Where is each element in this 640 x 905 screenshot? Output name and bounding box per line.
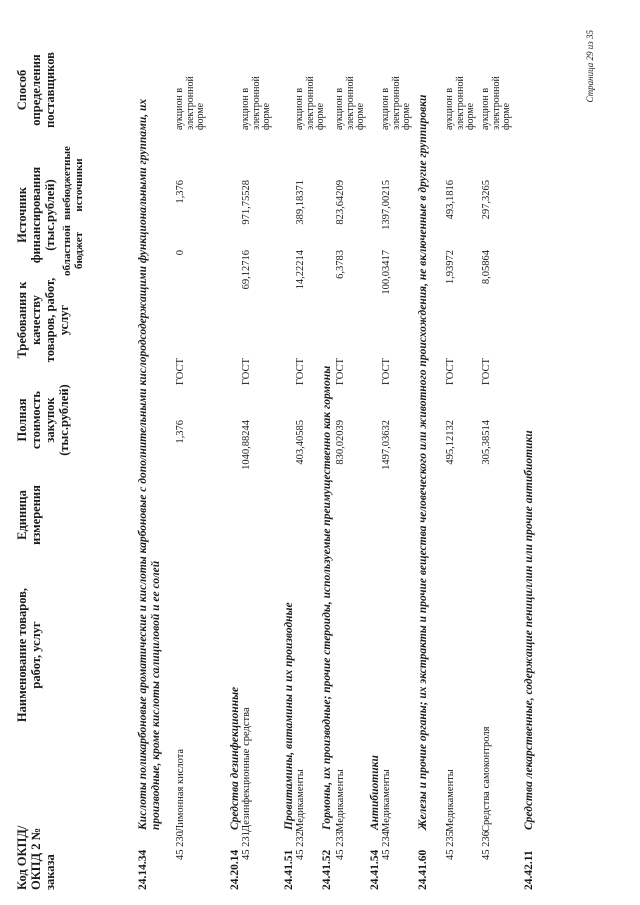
extrabudgetary-sources: 971,75528 [241,180,252,225]
supplier-method: аукцион в электронной форме [240,76,272,130]
order-number: 45 232 [295,831,306,860]
order-number: 45 230 [175,831,186,860]
regional-budget: 14,22214 [295,250,306,290]
item-name: Медикаменты [381,769,392,832]
regional-budget: 1,93972 [445,250,456,285]
item-name: Медикаменты [295,769,306,832]
order-number: 45 236 [481,831,492,860]
section-code: 24.41.54 [369,849,381,890]
total-cost: 1,376 [175,420,186,444]
extrabudgetary-sources: 1,376 [175,180,186,204]
header-requirements: Требования к качеству товаров, работ, услуг [15,277,71,363]
total-cost: 1497,03632 [381,420,392,470]
supplier-method: аукцион в электронной форме [174,76,206,130]
section-title: Средства дезинфекционные [229,686,241,830]
header-method: Способ определения поставщиков [15,52,57,128]
total-cost: 1040,88244 [241,420,252,470]
quality-requirement: ГОСТ [295,358,306,385]
item-name: Медикаменты [445,769,456,832]
item-name: Медикаменты [335,769,346,832]
rotated-table [15,30,605,890]
regional-budget: 0 [175,250,186,256]
supplier-method: аукцион в электронной форме [444,76,476,130]
header-total: Полная стоимость закупок (тыс.рублей) [15,384,71,456]
section-title: Средства лекарственные, содержащие пенициллин или прочие антибиотики [523,430,535,830]
supplier-method: аукцион в электронной форме [334,76,366,130]
extrabudgetary-sources: 297,3265 [481,180,492,220]
extrabudgetary-sources: 823,64209 [335,180,346,225]
section-code: 24.20.14 [229,849,241,890]
supplier-method: аукцион в электронной форме [480,76,512,130]
order-number: 45 234 [381,831,392,860]
regional-budget: 6,3783 [335,250,346,279]
supplier-method: аукцион в электронной форме [380,76,412,130]
section-title: Железы и прочие органы; их экстракты и прочие вещества человеческого или животного происхождения, не включенные в другие группировки [417,94,429,830]
total-cost: 403,40585 [295,420,306,465]
total-cost: 495,12132 [445,420,456,465]
header-code: Код ОКПД/ ОКПД 2 № заказа [15,825,57,890]
header-source-regional: областной бюджет [61,225,85,276]
item-name: Средства самоконтроля [481,726,492,832]
total-cost: 305,38514 [481,420,492,465]
extrabudgetary-sources: 389,18371 [295,180,306,225]
quality-requirement: ГОСТ [241,358,252,385]
page-footer: Страница 29 из 35 [585,30,595,103]
supplier-method: аукцион в электронной форме [294,76,326,130]
section-title: Антибиотики [369,755,381,830]
section-title: Кислоты поликарбоновые ароматические и кислоты карбоновые с дополнительными кислородсодержащими функциональными группами, их производные, кроме кислоты салициловой и ее солей [137,98,162,830]
section-code: 24.41.51 [283,849,295,890]
extrabudgetary-sources: 493,1816 [445,180,456,220]
extrabudgetary-sources: 1397,00215 [381,180,392,230]
section-code: 24.41.52 [321,849,333,890]
order-number: 45 233 [335,831,346,860]
header-name: Наименование товаров, работ, услуг [15,587,43,723]
quality-requirement: ГОСТ [445,358,456,385]
regional-budget: 69,12716 [241,250,252,290]
order-number: 45 231 [241,831,252,860]
header-source: Источник финансирования (тыс.рублей) [15,166,57,264]
header-source-ext: внебюджетные источники [61,146,85,220]
quality-requirement: ГОСТ [381,358,392,385]
total-cost: 830,02039 [335,420,346,465]
quality-requirement: ГОСТ [335,358,346,385]
section-code: 24.42.11 [523,850,535,890]
quality-requirement: ГОСТ [175,358,186,385]
section-code: 24.41.60 [417,849,429,890]
section-code: 24.14.34 [137,849,149,890]
item-name: Лимонная кислота [175,748,186,832]
item-name: Дезинфекционные средства [241,707,252,832]
section-title: Провитамины, витамины и их производные [283,602,295,830]
regional-budget: 100,03417 [381,250,392,295]
section-title: Гормоны, их производные; прочие стероиды, используемые преимущественно как гормоны [321,365,333,830]
header-unit: Единица измерения [15,485,43,545]
regional-budget: 8,05864 [481,250,492,285]
order-number: 45 235 [445,831,456,860]
quality-requirement: ГОСТ [481,358,492,385]
